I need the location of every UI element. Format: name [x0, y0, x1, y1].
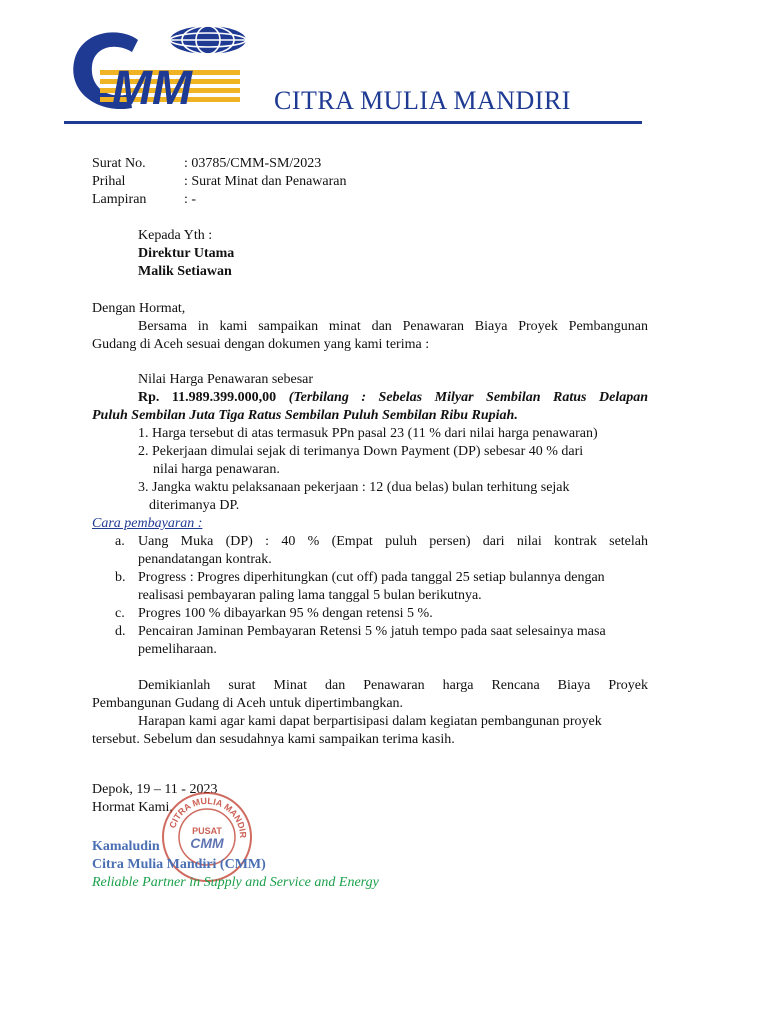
offer-line-2: Puluh Sembilan Juta Tiga Ratus Sembilan Puluh Sembilan Ribu Rupiah. [92, 408, 518, 423]
company-tagline: Reliable Partner in Supply and Service and Energy [92, 875, 379, 890]
payment-item-d-cont: pemeliharaan. [138, 642, 217, 657]
payment-marker: d. [115, 624, 126, 639]
offer-label: Nilai Harga Penawaran sebesar [138, 372, 314, 387]
signatory-company: Citra Mulia Mandiri (CMM) [92, 857, 266, 872]
closing-line-3: Harapan kami agar kami dapat berpartisipasi dalam kegiatan pembangunan proyek [138, 714, 602, 729]
payment-item-a: Uang Muka (DP) : 40 % (Empat puluh persen) dari nilai kontrak setelah [138, 534, 648, 549]
signatory-name: Kamaludin [92, 839, 160, 854]
payment-marker: c. [115, 606, 125, 621]
term-3-cont: diterimanya DP. [149, 498, 240, 513]
regards: Hormat Kami, [92, 800, 173, 815]
svg-text:CMM: CMM [190, 835, 224, 851]
svg-text:MM: MM [112, 62, 192, 115]
salutation: Dengan Hormat, [92, 301, 186, 316]
payment-heading: Cara pembayaran : [92, 516, 203, 531]
intro-line-1: Bersama in kami sampaikan minat dan Penawaran Biaya Proyek Pembangunan [138, 319, 648, 334]
letterhead-divider [64, 121, 642, 124]
offer-line-1 [138, 389, 648, 407]
company-name: CITRA MULIA MANDIRI [274, 86, 571, 115]
meta-value: : Surat Minat dan Penawaran [184, 174, 347, 189]
payment-item-d: Pencairan Jaminan Pembayaran Retensi 5 % jatuh tempo pada saat selesainya masa [138, 624, 606, 639]
recipient-greeting: Kepada Yth : [138, 228, 213, 243]
closing-line-2: Pembangunan Gudang di Aceh untuk dipertimbangkan. [92, 696, 404, 711]
cmm-logo-icon [60, 22, 260, 122]
payment-item-a-cont: penandatangan kontrak. [138, 552, 272, 567]
term-3: 3. Jangka waktu pelaksanaan pekerjaan : 12 (dua belas) bulan terhitung sejak [138, 480, 570, 495]
meta-value: : 03785/CMM-SM/2023 [184, 156, 322, 171]
payment-item-b: Progress : Progres diperhitungkan (cut off) pada tanggal 25 setiap bulannya dengan [138, 570, 605, 585]
meta-value: : - [184, 192, 197, 207]
meta-row-letter-number [92, 155, 492, 173]
meta-key: Lampiran [92, 192, 147, 207]
closing-line-4: tersebut. Sebelum dan sesudahnya kami sampaikan terima kasih. [92, 732, 455, 747]
recipient-title: Direktur Utama [138, 246, 235, 261]
meta-row-subject [92, 173, 492, 191]
offer-words: (Terbilang : Sebelas Milyar Sembilan Ratus Delapan [288, 390, 649, 405]
term-2: 2. Pekerjaan dimulai sejak di terimanya Down Payment (DP) sebesar 40 % dari [138, 444, 584, 459]
offer-amount: Rp. 11.989.399.000,00 [138, 390, 277, 405]
term-2-cont: nilai harga penawaran. [153, 462, 280, 477]
svg-text:PUSAT: PUSAT [192, 826, 222, 836]
place-date: Depok, 19 – 11 - 2023 [92, 782, 218, 797]
payment-item-b-cont: realisasi pembayaran paling lama tanggal 5 bulan berikutnya. [138, 588, 482, 603]
svg-text:CITRA MULIA MANDIRI: CITRA MULIA MANDIR [167, 795, 249, 839]
term-1: 1. Harga tersebut di atas termasuk PPn pasal 23 (11 % dari nilai harga penawaran) [138, 426, 598, 441]
intro-line-2: Gudang di Aceh sesuai dengan dokumen yang kami terima : [92, 337, 430, 352]
payment-marker: b. [115, 570, 126, 585]
payment-marker: a. [115, 534, 125, 549]
payment-item-c: Progres 100 % dibayarkan 95 % dengan retensi 5 %. [138, 606, 433, 621]
meta-key: Surat No. [92, 156, 146, 171]
meta-row-attachment [92, 191, 492, 209]
closing-line-1: Demikianlah surat Minat dan Penawaran harga Rencana Biaya Proyek [138, 678, 648, 693]
recipient-name: Malik Setiawan [138, 264, 232, 279]
meta-key: Prihal [92, 174, 126, 189]
company-logo [60, 22, 260, 122]
